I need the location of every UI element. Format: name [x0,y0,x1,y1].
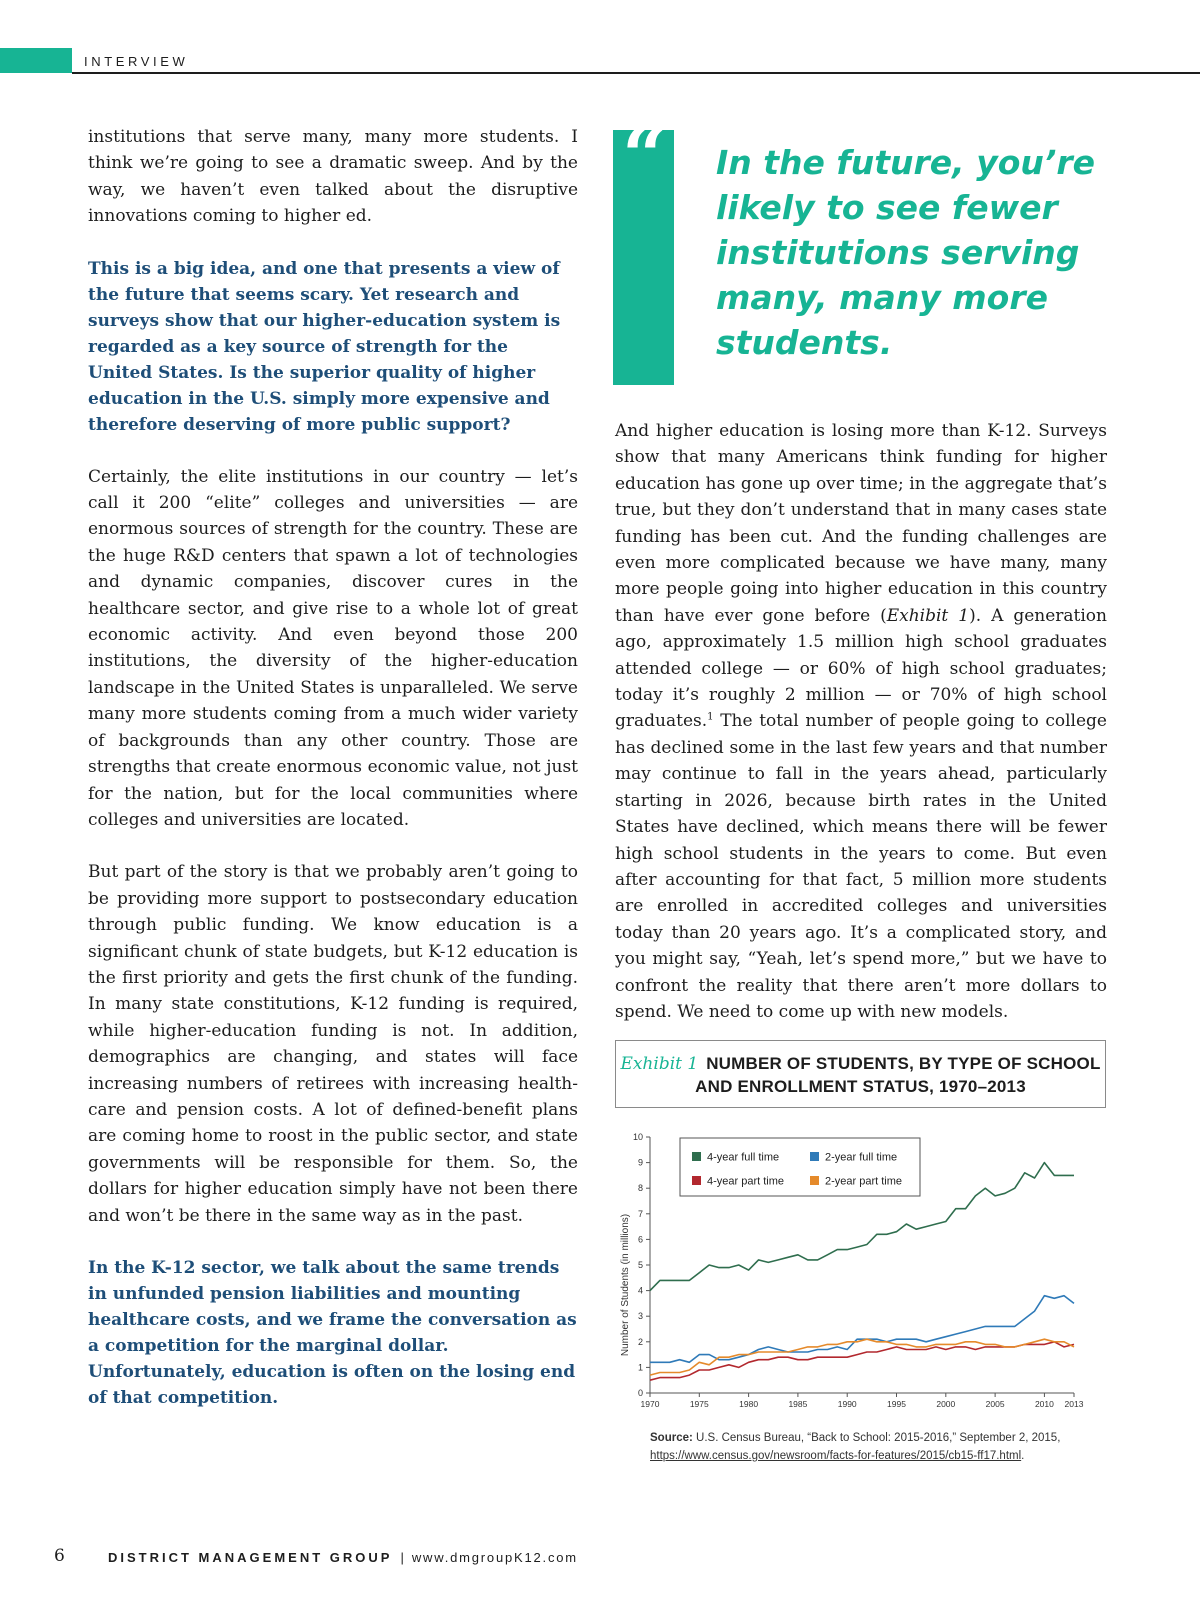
paragraph: Certainly, the elite institutions in our country — let’s call it 200 “elite” colleges and universities — are enormous sources of strength for the country. These are the huge R&D centers that spawn a lot of technologies and dynamic companies, discover cures in the healthcare sector, and give rise to a whole lot of great economic activity. And even beyond those 200 institutions, the diversity of the higher-education landscape in the United States is unparalleled. We serve many more students coming from a much wider variety of backgrounds than any other country. Those are strengths that create enormous economic value, not just for the nation, but for the local communities where colleges and universities are located. [88,466,578,830]
legend-swatch [810,1176,819,1185]
y-tick-label: 0 [637,1388,643,1398]
x-tick-label: 1975 [689,1399,709,1409]
footnote-marker: 1 [707,711,714,723]
series-line [650,1296,1074,1363]
legend-swatch [810,1152,819,1161]
interview-question: In the K-12 sector, we talk about the same trends in unfunded pension liabilities and mounting healthcare costs, and we frame the conversation as a competition for the marginal dollar. Unfortunately, education is often on the losing end of that competition. [88,1258,577,1408]
section-label: INTERVIEW [84,54,189,69]
legend-label: 2-year part time [825,1175,903,1188]
x-tick-label: 1995 [887,1399,906,1409]
x-tick-label: 1970 [640,1399,660,1409]
legend-swatch [692,1176,701,1185]
section-color-bar [0,48,72,73]
source-trailing: . [1021,1450,1025,1462]
y-tick-label: 4 [637,1285,643,1296]
left-column [88,124,578,1437]
y-tick-label: 8 [637,1183,643,1194]
x-tick-label: 1985 [788,1399,808,1409]
x-tick-label: 2010 [1034,1399,1054,1409]
exhibit-reference: Exhibit 1 [886,605,970,626]
paragraph: institutions that serve many, many more students. I think we’re going to see a dramatic sweep. And by the way, we haven’t even talked about the disruptive innovations coming to higher ed. [88,127,578,227]
text-run: ). A generation ago, approximately 1.5 million high school graduates attended college — or 60% of high school graduates; today it’s roughly 2 million — or 70% of high school graduates. [615,605,1107,732]
source-text: U.S. Census Bureau, “Back to School: 2015-2016,” September 2, 2015, [692,1432,1061,1444]
chart-legend [680,1138,920,1196]
paragraph: But part of the story is that we probably aren’t going to be providing more support to postsecondary education through public funding. We know education is a significant chunk of state budgets, but K-12 education is the first priority and gets the first chunk of the funding. In many state constitutions, K-12 funding is required, while higher-education funding is not. In addition, demographics are changing, and states will face increasing numbers of retirees with increasing health-care and pension costs. A lot of defined-benefit plans are coming home to roost in the public sector, and state governments will be responsible for them. So, the dollars for higher education simply have not been there and won’t be there in the same way as in the past. [88,862,578,1226]
y-tick-label: 2 [637,1336,643,1347]
text-run: The total number of people going to college has declined some in the last few years and that number may continue to fall in the years ahead, particularly starting in 2026, because birth rates in the United States have declined, which means there will be fewer high school students in the years to come. But even after accounting for that fact, 5 million more students are enrolled in accredited colleges and universities today than 20 years ago. It’s a complicated story, and you might say, “Yeah, let’s spend more,” but we have to confront the reality that there aren’t more dollars to spend. We need to come up with new models. [615,711,1107,1022]
footer-org: DISTRICT MANAGEMENT GROUP [108,1550,393,1565]
legend-label: 4-year full time [707,1151,780,1164]
y-tick-label: 1 [637,1362,643,1373]
legend-swatch [692,1152,701,1161]
right-column [615,418,1107,1025]
enrollment-line-chart [612,1125,1102,1415]
source-link[interactable]: https://www.census.gov/newsroom/facts-for-features/2015/cb15-ff17.html [650,1450,1022,1462]
footer-url[interactable]: www.dmgroupK12.com [411,1550,578,1565]
x-tick-label: 1990 [837,1399,857,1409]
y-tick-label: 9 [637,1157,643,1168]
footer-separator: | [400,1550,404,1565]
pull-quote: In the future, you’re likely to see fewer institutions serving many, many more students. [716,143,1096,362]
y-tick-label: 3 [637,1311,643,1322]
page-number: 6 [54,1546,65,1566]
chart-source [650,1429,1110,1465]
interview-question: This is a big idea, and one that presents a view of the future that seems scary. Yet research and surveys show that our higher-education system is regarded as a key source of strength for the United States. Is the superior quality of higher education in the U.S. simply more expensive and therefore deserving of more public support? [88,258,561,435]
x-tick-label: 1980 [739,1399,759,1409]
x-tick-label: 2005 [985,1399,1005,1409]
exhibit-title-line2: AND ENROLLMENT STATUS, 1970–2013 [695,1077,1026,1096]
x-tick-label: 2013 [1064,1399,1084,1409]
quote-mark-icon: “ [622,111,667,202]
header-rule [72,72,1200,74]
legend-label: 4-year part time [707,1175,785,1188]
exhibit-title-line1: NUMBER OF STUDENTS, BY TYPE OF SCHOOL [706,1054,1101,1073]
paragraph [615,418,1107,1025]
y-tick-label: 5 [637,1260,643,1270]
y-tick-label: 7 [637,1208,643,1219]
y-axis-label: Number of Students (in millions) [620,1213,631,1357]
x-tick-label: 2000 [936,1399,956,1409]
text-run: And higher education is losing more than K-12. Surveys show that many Americans think funding for higher education has gone up over time; in the aggregate that’s true, but they don’t understand that in many cases state funding has been cut. And the funding challenges are even more complicated because we have many, many more people going into higher education in this country than have ever gone before ( [615,421,1107,626]
source-label: Source: [650,1432,693,1444]
exhibit-header [615,1040,1106,1108]
y-tick-label: 6 [637,1234,643,1245]
exhibit-tag: Exhibit 1 [620,1054,699,1074]
y-tick-label: 10 [632,1132,643,1142]
footer [108,1550,578,1565]
legend-label: 2-year full time [825,1151,898,1164]
